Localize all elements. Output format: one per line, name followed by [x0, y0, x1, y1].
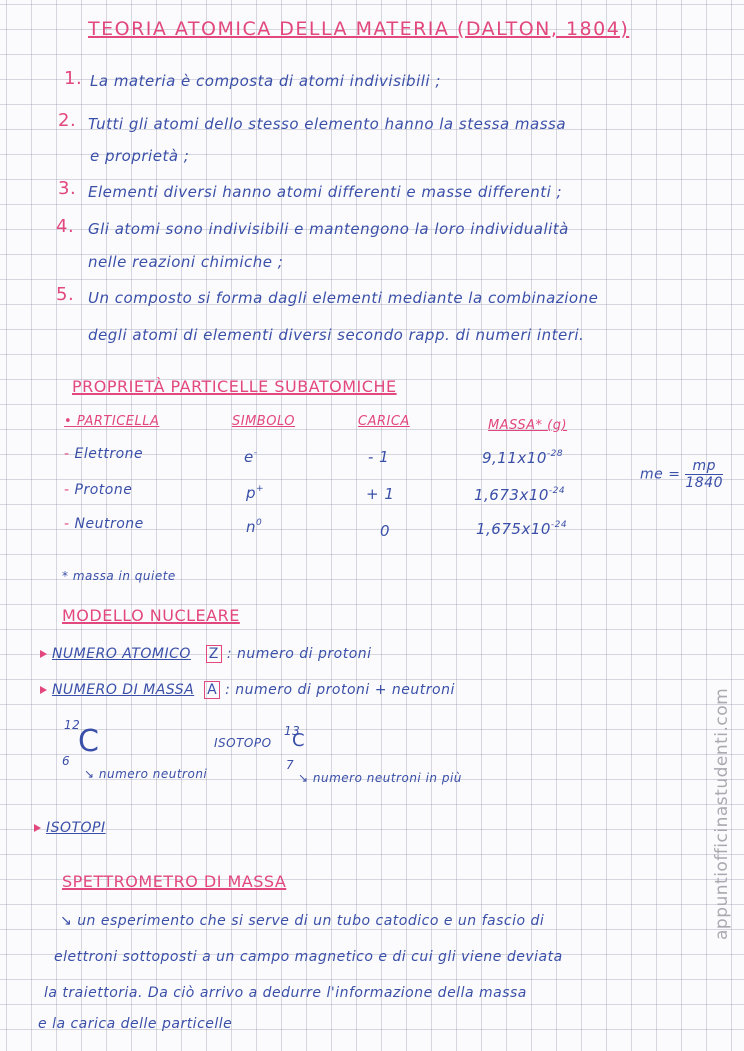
bullet-triangle-icon	[34, 824, 41, 832]
spectrometer-line-1-text: un esperimento che si serve di un tubo catodico e un fascio di	[77, 913, 545, 929]
postulate-2-text-line1: Tutti gli atomi dello stesso elemento hanno la stessa massa	[88, 115, 567, 133]
c13-symbol: C	[292, 730, 306, 751]
atomic-number-line	[40, 646, 372, 662]
c12-note: ↘ numero neutroni	[84, 767, 208, 781]
c12-atomic-number: 6	[62, 754, 71, 768]
isotope-label: ISOTOPO	[214, 736, 272, 750]
formula-numerator: mp	[685, 458, 723, 475]
electron-mass-value: 9,11x10	[482, 449, 547, 467]
table-header-particle: • PARTICELLA	[64, 414, 160, 429]
mass-spectrometer-heading: SPETTROMETRO DI MASSA	[62, 872, 287, 891]
neutron-mass	[476, 520, 567, 538]
proton-mass	[474, 486, 565, 504]
postulate-2-number: 2.	[58, 110, 77, 131]
postulate-5-text-line1: Un composto si forma dagli elementi mediante la combinazione	[88, 289, 599, 307]
bullet-triangle-icon	[40, 686, 47, 694]
electron-mass-formula	[640, 458, 723, 491]
c12-symbol: C	[78, 724, 100, 759]
c13-note-text: numero neutroni in più	[312, 771, 462, 785]
postulate-5-number: 5.	[56, 284, 75, 305]
bullet-triangle-icon	[40, 650, 47, 658]
proton-mass-value: 1,673x10	[474, 486, 549, 504]
atomic-number-desc: : numero di protoni	[226, 646, 372, 662]
spectrometer-line-2: elettroni sottoposti a un campo magnetico e di cui gli viene deviata	[54, 949, 563, 965]
postulate-5-text-line2: degli atomi di elementi diversi secondo rapp. di numeri interi.	[88, 326, 585, 344]
table-header-particle-label: PARTICELLA	[76, 414, 160, 429]
atomic-number-symbol: Z	[206, 645, 222, 663]
formula-denominator: 1840	[685, 475, 724, 491]
proton-symbol-letter: p	[246, 484, 257, 502]
neutron-name: Neutrone	[74, 516, 144, 532]
c12-mass-number: 12	[64, 718, 81, 732]
table-header-symbol: SIMBOLO	[232, 414, 296, 429]
neutron-charge: 0	[380, 522, 391, 540]
electron-mass-exp: -28	[546, 449, 564, 459]
spectrometer-line-1: ↘ un esperimento che si serve di un tubo catodico e un fascio di	[60, 913, 545, 929]
electron-charge: - 1	[368, 448, 390, 466]
table-row-neutron-name: - Neutrone	[64, 516, 144, 532]
proton-mass-exp: -24	[548, 486, 566, 496]
neutron-symbol-charge: 0	[256, 518, 263, 528]
mass-number-label: NUMERO DI MASSA	[51, 682, 195, 698]
isotopes-line	[34, 820, 106, 836]
proton-symbol-charge: +	[256, 484, 265, 494]
electron-mass	[482, 449, 563, 467]
formula-fraction	[685, 458, 723, 491]
c13-atomic-number: 7	[286, 758, 295, 772]
postulate-1-number: 1.	[64, 68, 83, 89]
c13-mass-number: 13	[284, 724, 301, 738]
neutron-mass-value: 1,675x10	[476, 520, 551, 538]
spectrometer-line-4: e la carica delle particelle	[38, 1016, 233, 1032]
mass-number-line	[40, 682, 455, 698]
postulate-4-text-line2: nelle reazioni chimiche ;	[88, 253, 284, 271]
table-header-mass: MASSA* (g)	[488, 418, 568, 433]
neutron-mass-exp: -24	[550, 520, 568, 530]
proton-symbol	[246, 484, 264, 502]
page-title: TEORIA ATOMICA DELLA MATERIA (DALTON, 1804)	[88, 18, 630, 40]
spectrometer-line-3: la traiettoria. Da ciò arrivo a dedurre l'informazione della massa	[44, 985, 527, 1001]
postulate-3-text: Elementi diversi hanno atomi differenti e masse differenti ;	[88, 183, 563, 201]
formula-lhs: me =	[640, 466, 681, 483]
isotopes-label: ISOTOPI	[45, 820, 106, 836]
c13-note: ↘ numero neutroni in più	[298, 771, 462, 785]
c12-note-text: numero neutroni	[98, 767, 208, 781]
mass-number-symbol: A	[204, 681, 220, 699]
mass-number-desc: : numero di protoni + neutroni	[225, 682, 455, 698]
nuclear-model-heading: MODELLO NUCLEARE	[62, 606, 240, 625]
watermark-text: appuntiofficinastudenti.com	[712, 687, 732, 940]
proton-name: Protone	[74, 482, 133, 498]
postulate-4-text-line1: Gli atomi sono indivisibili e mantengono la loro individualità	[88, 220, 569, 238]
electron-name: Elettrone	[74, 446, 144, 462]
table-row-electron-name: - Elettrone	[64, 446, 144, 462]
table-row-proton-name: - Protone	[64, 482, 133, 498]
neutron-symbol-letter: n	[246, 518, 257, 536]
postulate-2-text-line2: e proprietà ;	[90, 147, 190, 165]
proton-charge: + 1	[366, 485, 395, 503]
postulate-3-number: 3.	[58, 178, 77, 199]
table-header-charge: CARICA	[358, 414, 410, 429]
mass-footnote: * massa in quiete	[62, 569, 176, 583]
electron-symbol-charge: -	[253, 448, 258, 458]
neutron-symbol	[246, 518, 262, 536]
postulate-4-number: 4.	[56, 216, 75, 237]
electron-symbol	[244, 448, 257, 466]
postulate-1-text: La materia è composta di atomi indivisibili ;	[90, 72, 441, 90]
atomic-number-label: NUMERO ATOMICO	[51, 646, 191, 662]
electron-symbol-letter: e	[244, 448, 254, 466]
subatomic-heading: PROPRIETÀ PARTICELLE SUBATOMICHE	[72, 377, 397, 396]
